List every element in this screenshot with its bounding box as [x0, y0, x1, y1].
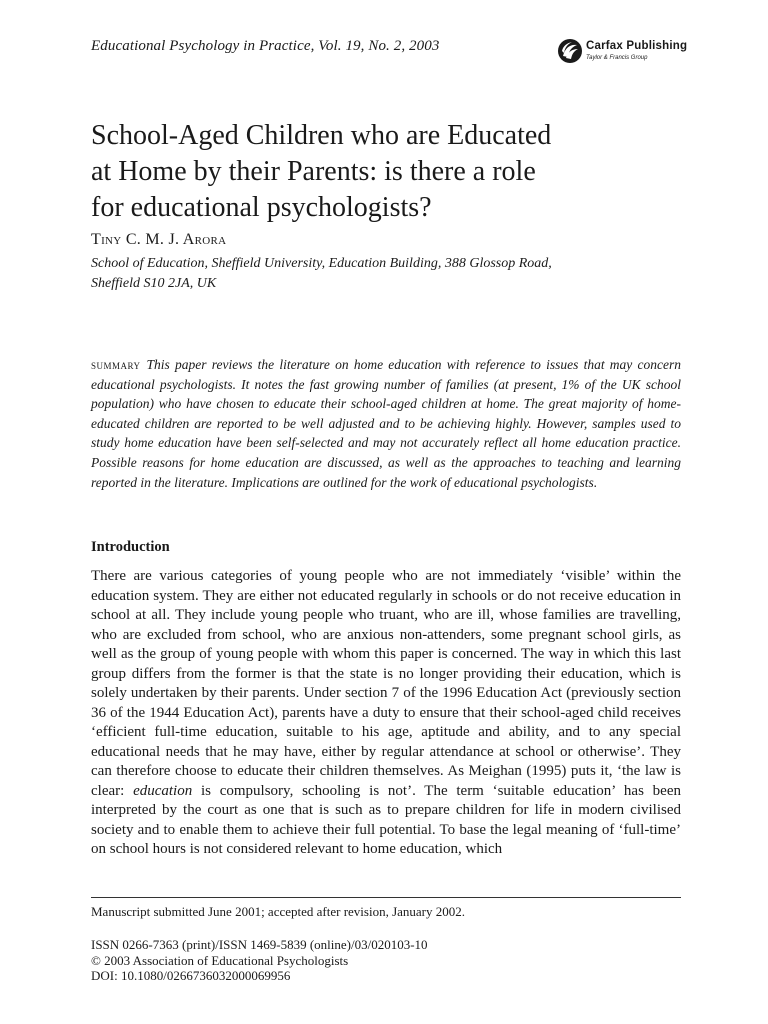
article-title: School-Aged Children who are Educated at Home by their Parents: is there a role for educational psychologists?	[91, 120, 552, 223]
journal-citation: Educational Psychology in Practice, Vol. 19, No. 2, 2003	[91, 38, 440, 54]
footnote-divider	[91, 897, 681, 898]
summary-label: summary	[91, 357, 141, 372]
introduction-heading: Introduction	[91, 539, 170, 555]
introduction-paragraph	[91, 567, 681, 860]
issn-line: ISSN 0266-7363 (print)/ISSN 1469-5839 (online)/03/020103-10	[91, 937, 428, 952]
publisher-text	[586, 38, 687, 61]
manuscript-note: Manuscript submitted June 2001; accepted after revision, January 2002.	[91, 904, 466, 919]
publisher-branding	[557, 38, 687, 64]
introduction-text-part-1: There are various categories of young people who are not immediately ‘visible’ within the education system. They are either not educated regularly in schools or do not receive education in school at all. They include young people who truant, who are ill, whose families are travelling, who are excluded from school, who are anxious non-attenders, some pregnant school girls, as well as the group of young people with whom this paper is concerned. The way in which this last group differs from the former is that the state is no longer providing their education, which is solely undertaken by their parents. Under section 7 of the 1996 Education Act (previously section 36 of the 1944 Education Act), parents have a duty to ensure that their school-aged child receives ‘efficient full-time education, suitable to his age, aptitude and ability, and to any special educational needs that he may have, either by regular attendance at school or otherwise’. They can therefore choose to educate their children themselves. As Meighan (1995) puts it, ‘the law is clear:	[91, 568, 681, 799]
copyright-line: © 2003 Association of Educational Psychologists	[91, 952, 349, 968]
summary-text: This paper reviews the literature on home education with reference to issues that may concern educational psychologists. It notes the fast growing number of families (at present, 1% of the UK school population) who have chosen to educate their school-aged children at home. The great majority of home-educated children are reported to be well adjusted and to be achieving highly. However, samples used to study home education have been self-selected and may not accurately reflect all home education practice. Possible reasons for home education are discussed, as well as the approaches to teaching and learning reported in the literature. Implications are outlined for the work of educational psychologists.	[91, 357, 681, 490]
publisher-subtitle: Taylor & Francis Group	[586, 54, 648, 61]
doi-line: DOI: 10.1080/0266736032000069956	[91, 968, 291, 983]
introduction-text-part-2: is compulsory, schooling is not’. The term ‘suitable education’ has been interpreted by the court as one that is such as to prepare children for life in modern civilised society and to enable them to achieve their full potential. To base the legal meaning of ‘full-time’ on school hours is not considered relevant to home education, which	[91, 782, 681, 857]
author-affiliation: School of Education, Sheffield University, Education Building, 388 Glossop Road, Sheffield S10 2JA, UK	[91, 256, 552, 291]
summary-paragraph	[91, 355, 681, 492]
carfax-publishing-logo-icon	[557, 38, 583, 64]
publication-info	[91, 937, 428, 984]
author-name: Tiny C. M. J. Arora	[91, 231, 227, 248]
introduction-italic-word: education	[133, 782, 193, 799]
publisher-name: Carfax Publishing	[586, 40, 688, 52]
